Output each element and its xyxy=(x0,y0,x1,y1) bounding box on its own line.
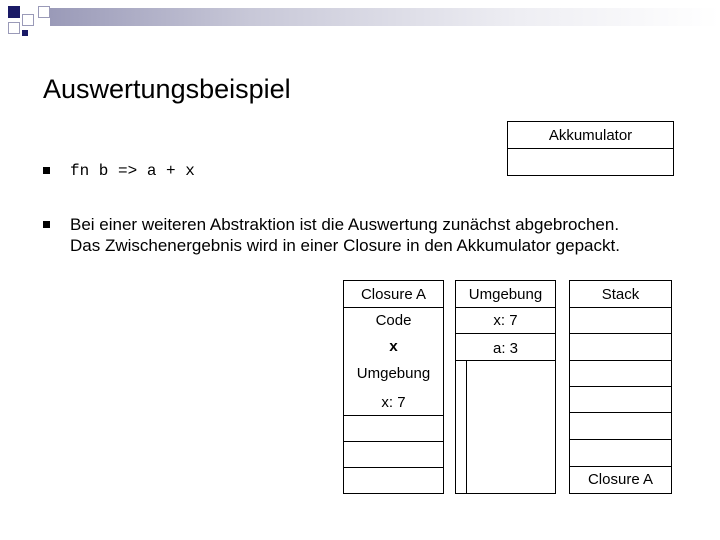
row-divider xyxy=(343,441,444,442)
row-divider xyxy=(455,307,556,308)
decor-square xyxy=(22,30,28,36)
environment-entry: x: 7 xyxy=(493,312,518,329)
stack-box xyxy=(569,280,672,494)
bullet-text-line2: Das Zwischenergebnis wird in einer Closure in den Akkumulator gepackt. xyxy=(70,236,620,255)
accumulator-value-cell xyxy=(507,148,674,176)
stack-entry: Closure A xyxy=(587,471,654,488)
column-divider xyxy=(466,360,467,494)
gradient-bar xyxy=(50,8,720,26)
row-divider xyxy=(455,360,556,361)
decor-square xyxy=(8,22,20,34)
row-divider xyxy=(455,333,556,334)
environment-header: Umgebung xyxy=(468,286,543,303)
row-divider xyxy=(343,307,444,308)
row-divider xyxy=(569,360,672,361)
closure-env-label: Umgebung xyxy=(356,365,431,382)
decor-square xyxy=(38,6,50,18)
row-divider xyxy=(343,415,444,416)
row-divider xyxy=(569,439,672,440)
closure-header: Closure A xyxy=(360,286,427,303)
accumulator-label: Akkumulator xyxy=(548,127,633,144)
bullet-marker xyxy=(43,167,50,174)
row-divider xyxy=(569,386,672,387)
environment-entry: a: 3 xyxy=(492,340,519,357)
decor-square xyxy=(22,14,34,26)
row-divider xyxy=(569,412,672,413)
stack-header: Stack xyxy=(601,286,640,303)
title-bar-decoration xyxy=(0,0,720,40)
decor-square xyxy=(8,6,20,18)
bullet-text-line1: Bei einer weiteren Abstraktion ist die Auswertung zunächst abgebrochen. xyxy=(70,215,620,234)
row-divider xyxy=(343,467,444,468)
row-divider xyxy=(569,307,672,308)
bullet-code: fn b => a + x xyxy=(70,162,195,180)
row-divider xyxy=(569,333,672,334)
closure-env-value: x: 7 xyxy=(381,394,406,411)
slide-title: Auswertungsbeispiel xyxy=(43,74,291,104)
bullet-marker xyxy=(43,221,50,228)
closure-code-value: x xyxy=(388,339,398,356)
row-divider xyxy=(569,466,672,467)
closure-code-label: Code xyxy=(375,312,412,329)
